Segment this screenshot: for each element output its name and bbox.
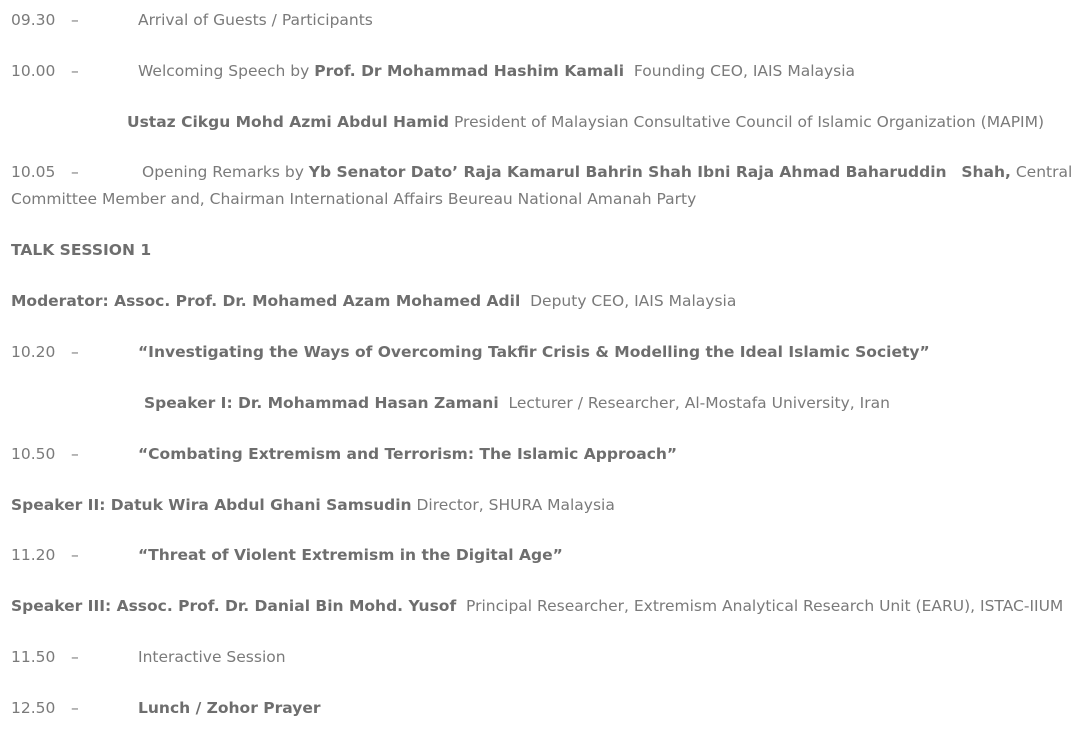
time-label: 11.50 — [11, 648, 56, 666]
time-label: 11.20 — [11, 546, 56, 564]
speaker-row — [11, 596, 1063, 616]
dash-separator: – — [71, 445, 79, 463]
speaker-title: Lecturer / Researcher, Al-Mostafa University, Iran — [498, 394, 890, 412]
speaker-name: Yb Senator Dato’ Raja Kamarul Bahrin Shah Ibni Raja Ahmad Baharuddin — [308, 163, 947, 181]
schedule-text: Arrival of Guests / Participants — [138, 11, 373, 29]
schedule-row — [127, 112, 1044, 132]
time-label: 12.50 — [11, 699, 56, 717]
speaker-title: Founding CEO, IAIS Malaysia — [624, 62, 856, 80]
dash-separator: – — [71, 546, 79, 564]
speaker-name: Speaker I: Dr. Mohammad Hasan Zamani — [144, 394, 499, 412]
time-label: 10.20 — [11, 343, 56, 361]
speaker-name: Speaker II: Datuk Wira Abdul Ghani Samsudin — [11, 496, 412, 514]
speaker-title: Central — [1010, 163, 1072, 181]
dash-separator: – — [71, 163, 79, 181]
schedule-text: Interactive Session — [138, 648, 286, 666]
speaker-name-cont: Shah, — [961, 163, 1011, 181]
talk-title-text: “Investigating the Ways of Overcoming Takfir Crisis & Modelling the Ideal Islamic Society” — [138, 343, 930, 361]
schedule-text — [138, 698, 320, 718]
time-label: 09.30 — [11, 11, 56, 29]
dash-separator: – — [71, 343, 79, 361]
schedule-row-continued: Committee Member and, Chairman International Affairs Beureau National Amanah Party — [11, 190, 697, 208]
speaker-title: President of Malaysian Consultative Council of Islamic Organization (MAPIM) — [449, 113, 1045, 131]
speaker-name: Ustaz Cikgu Mohd Azmi Abdul Hamid — [127, 113, 450, 131]
time-label: 10.50 — [11, 445, 56, 463]
text-prefix: Opening Remarks by — [142, 163, 309, 181]
time-label: 10.00 — [11, 62, 56, 80]
text-prefix: Welcoming Speech by — [138, 62, 315, 80]
talk-title-text: “Combating Extremism and Terrorism: The Islamic Approach” — [138, 445, 678, 463]
dash-separator: – — [71, 699, 79, 717]
dash-separator: – — [71, 62, 79, 80]
moderator-row — [11, 291, 736, 311]
moderator-title: Deputy CEO, IAIS Malaysia — [520, 292, 737, 310]
speaker-name: Prof. Dr Mohammad Hashim Kamali — [314, 62, 625, 80]
talk-title — [138, 444, 677, 464]
dash-separator: – — [71, 11, 79, 29]
speaker-title: Principal Researcher, Extremism Analytical Research Unit (EARU), ISTAC-IIUM — [456, 597, 1064, 615]
schedule-bold-text: Lunch / Zohor Prayer — [138, 699, 321, 717]
speaker-name: Speaker III: Assoc. Prof. Dr. Danial Bin Mohd. Yusof — [11, 597, 457, 615]
talk-title-text: “Threat of Violent Extremism in the Digital Age” — [138, 546, 563, 564]
speaker-row — [11, 495, 615, 515]
speaker-row — [144, 393, 890, 413]
speaker-title: Director, SHURA Malaysia — [411, 496, 615, 514]
talk-title — [138, 342, 930, 362]
schedule-text — [142, 162, 1072, 182]
talk-title — [138, 545, 563, 565]
dash-separator: – — [71, 648, 79, 666]
session-title — [11, 240, 151, 260]
moderator-name: Moderator: Assoc. Prof. Dr. Mohamed Azam Mohamed Adil — [11, 292, 521, 310]
session-title-text: TALK SESSION 1 — [11, 241, 152, 259]
schedule-text — [138, 61, 855, 81]
time-label: 10.05 — [11, 163, 56, 181]
